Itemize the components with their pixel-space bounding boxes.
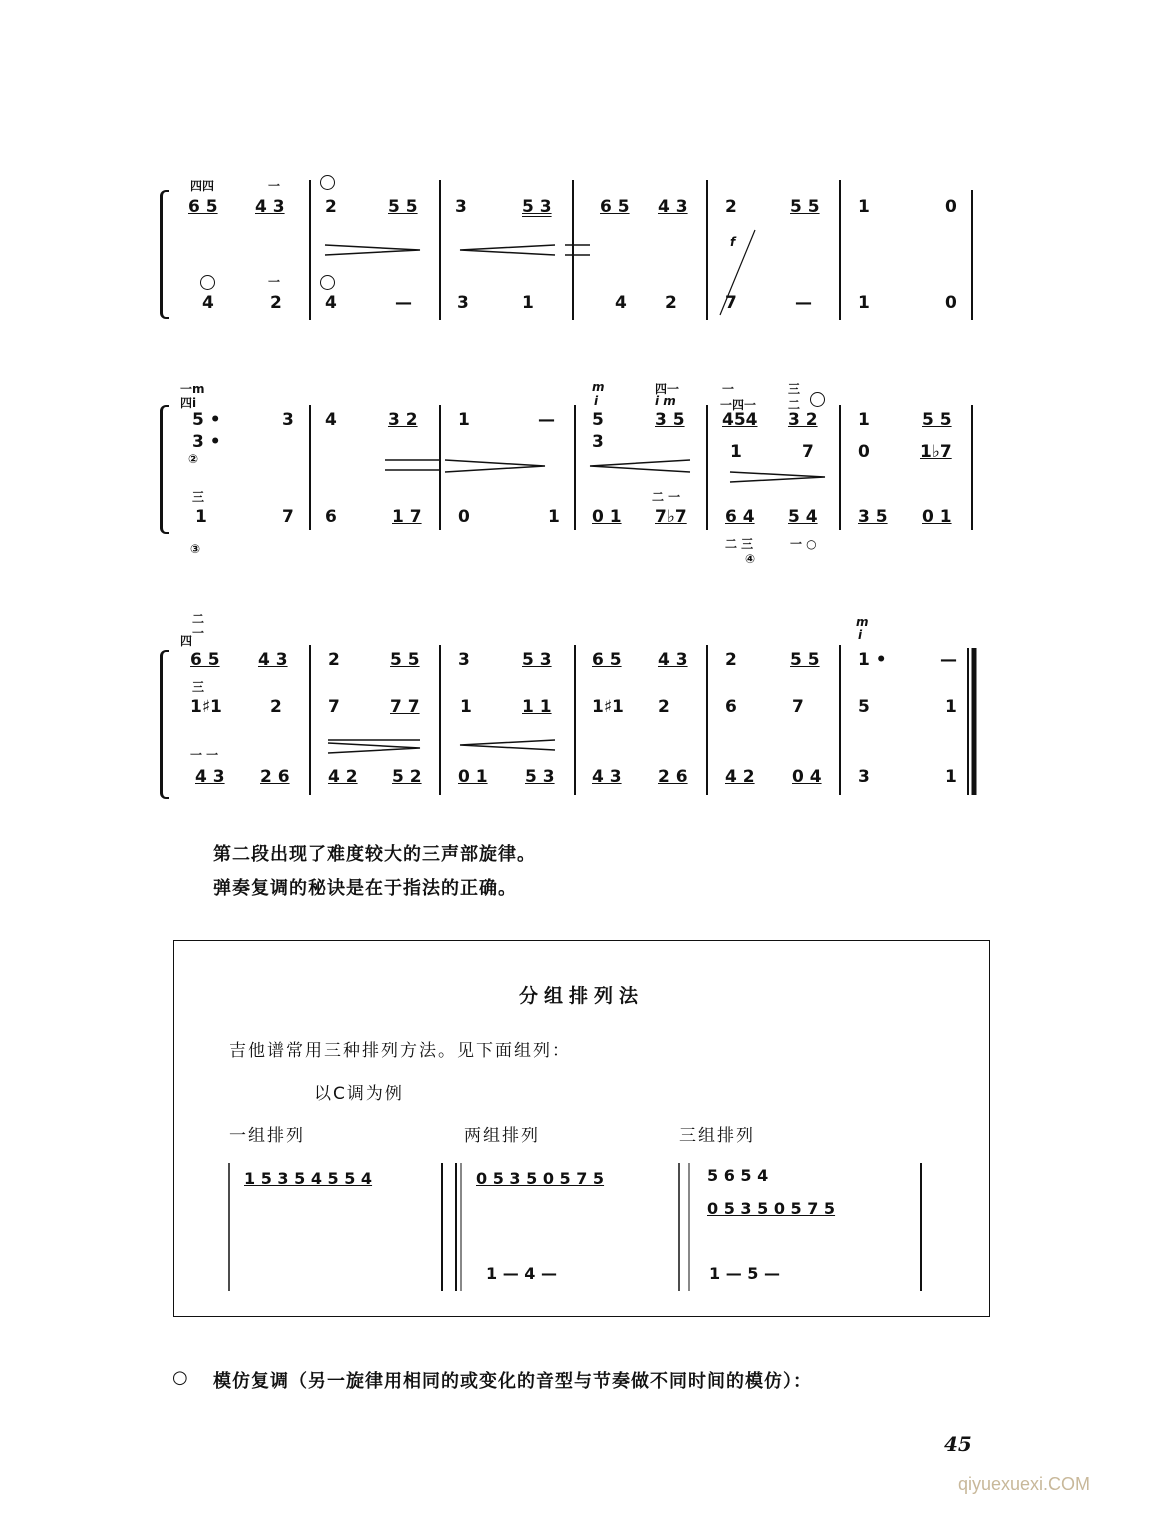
note: 5 5 [390, 650, 420, 670]
note: 5 [592, 410, 604, 430]
group3-top-notes: 5 6 5 4 [707, 1166, 769, 1185]
note: — [538, 410, 555, 430]
note: 1 7 [392, 507, 422, 527]
note: 4 2 [725, 767, 755, 787]
note: 3 [458, 650, 470, 670]
crescendo-wedges [160, 610, 980, 800]
group3-bottom-notes: 1 — 5 — [709, 1264, 780, 1283]
note: 6 5 [190, 650, 220, 670]
score-system-1 [160, 175, 980, 325]
note: 5 5 [790, 197, 820, 217]
crescendo-wedges [160, 380, 980, 570]
paragraph-line-1: 第二段出现了难度较大的三声部旋律。 [213, 844, 536, 865]
grouping-staff-lines [174, 941, 989, 1316]
dynamic-mark: f [730, 235, 736, 249]
box-example: 以C调为例 [314, 1084, 404, 1104]
fingering-mark: 四一 [655, 382, 680, 396]
note: 5 3 [522, 197, 552, 217]
group2-top-notes: 0 5 3 5 0 5 7 5 [476, 1169, 605, 1188]
note: 1 [858, 197, 870, 217]
note: 7♭7 [655, 507, 687, 527]
note: 1 [460, 697, 472, 717]
note: 2 [725, 197, 737, 217]
note: 2 6 [260, 767, 290, 787]
fingering-mark: 一 [722, 382, 735, 396]
note: 5 5 [388, 197, 418, 217]
group-label-3: 三组排列 [679, 1126, 755, 1146]
note: 4 [615, 293, 627, 313]
fingering-mark: m [856, 615, 869, 629]
fingering-mark: 一 [268, 179, 281, 193]
note: — [395, 293, 412, 313]
score-system-2 [160, 380, 980, 570]
fingering-mark: 二 三 [725, 537, 754, 551]
note: 3 [282, 410, 294, 430]
note: 0 1 [592, 507, 622, 527]
note: 6 5 [600, 197, 630, 217]
note: 4 3 [258, 650, 288, 670]
note: 4 3 [658, 650, 688, 670]
note: 7 [725, 293, 737, 313]
bullet-circle: ○ [172, 1367, 189, 1388]
note: 5 2 [392, 767, 422, 787]
note: 3 2 [388, 410, 418, 430]
note: 3 [457, 293, 469, 313]
note: 4 [202, 293, 214, 313]
note: 5 [858, 697, 870, 717]
note: 0 1 [458, 767, 488, 787]
note: 5 4 [788, 507, 818, 527]
note: 6 5 [188, 197, 218, 217]
note: 1♭7 [920, 442, 952, 462]
note: 5 5 [790, 650, 820, 670]
note: 4 2 [328, 767, 358, 787]
note: 4 3 [658, 197, 688, 217]
note: 2 6 [658, 767, 688, 787]
fingering-mark: 一m [180, 382, 205, 396]
note: 1 [730, 442, 742, 462]
watermark: qiyuexuexi.COM [958, 1474, 1091, 1494]
note: — [795, 293, 812, 313]
note: 2 [325, 197, 337, 217]
note: 6 5 [592, 650, 622, 670]
note: 4 3 [255, 197, 285, 217]
note: 0 [458, 507, 470, 527]
fingering-mark: 一 ○ [790, 537, 817, 551]
note: 1 1 [522, 697, 552, 717]
fingering-mark: ③ [190, 542, 201, 556]
note: 3 2 [788, 410, 818, 430]
note: 3 [858, 767, 870, 787]
note: 2 [658, 697, 670, 717]
note: — [940, 650, 957, 670]
note: 7 [282, 507, 294, 527]
note: 4 3 [592, 767, 622, 787]
note: 0 4 [792, 767, 822, 787]
note: 1♯1 [190, 697, 222, 717]
note: 1 [858, 293, 870, 313]
note: 2 [270, 697, 282, 717]
fingering-mark: 三 [788, 382, 801, 396]
note: 3 5 [858, 507, 888, 527]
fingering-mark: i m [655, 394, 676, 408]
note: 3 [592, 432, 604, 452]
group-label-1: 一组排列 [229, 1126, 305, 1146]
note: 0 [945, 197, 957, 217]
note: 6 [725, 697, 737, 717]
fingering-mark: 四四 [190, 179, 215, 193]
note: 4 [325, 410, 337, 430]
score-system-3 [160, 610, 980, 800]
note: 5 5 [922, 410, 952, 430]
note: 6 4 [725, 507, 755, 527]
note: 4 [325, 293, 337, 313]
paragraph-line-2: 弹奏复调的秘诀是在于指法的正确。 [213, 878, 517, 899]
note: 2 [328, 650, 340, 670]
note: 2 [665, 293, 677, 313]
grouping-method-box [173, 940, 990, 1317]
note: 1 • [858, 650, 887, 670]
note: 0 [945, 293, 957, 313]
note: 1 [548, 507, 560, 527]
note: 1♯1 [592, 697, 624, 717]
note: 7 [328, 697, 340, 717]
note: 4 3 [195, 767, 225, 787]
note: 0 1 [922, 507, 952, 527]
note: 5 3 [522, 650, 552, 670]
note: 1 [945, 767, 957, 787]
note: 3 [455, 197, 467, 217]
fingering-mark: 三 [192, 680, 205, 694]
fingering-mark: m [592, 380, 605, 394]
fingering-mark: 一 [192, 626, 205, 640]
note: 3 • [192, 432, 221, 452]
note: 1 [945, 697, 957, 717]
fingering-mark: 一 一 [190, 748, 219, 762]
crescendo-wedges [160, 175, 980, 325]
note: 1 [522, 293, 534, 313]
fingering-mark: i [594, 394, 599, 408]
box-intro: 吉他谱常用三种排列方法。见下面组列： [229, 1041, 571, 1061]
note: 3 5 [655, 410, 685, 430]
fingering-mark: i [858, 628, 863, 642]
fingering-mark: 二 [788, 398, 801, 412]
fingering-mark: 一四一 [720, 398, 757, 412]
note: 2 [270, 293, 282, 313]
note: 0 [858, 442, 870, 462]
fingering-mark: 二 一 [652, 490, 681, 504]
page-number: 45 [944, 1432, 972, 1456]
note: 7 7 [390, 697, 420, 717]
group1-notes: 1 5 3 5 4 5 5 4 [244, 1169, 373, 1188]
note: 1 [858, 410, 870, 430]
note: 454 [722, 410, 758, 430]
box-title: 分组排列法 [518, 985, 644, 1007]
fingering-mark: 四 [180, 634, 193, 648]
note: 2 [725, 650, 737, 670]
fingering-mark: 四i [180, 396, 197, 410]
fingering-mark: 三 [192, 490, 205, 504]
imitation-heading: 模仿复调（另一旋律用相同的或变化的音型与节奏做不同时间的模仿）： [213, 1371, 812, 1392]
group2-bottom-notes: 1 — 4 — [486, 1264, 557, 1283]
note: 5 • [192, 410, 221, 430]
fingering-mark: 二 [192, 612, 205, 626]
note: 6 [325, 507, 337, 527]
note: 7 [802, 442, 814, 462]
note: 7 [792, 697, 804, 717]
note: 5 3 [525, 767, 555, 787]
fingering-mark: 一 [268, 275, 281, 289]
note: 1 [195, 507, 207, 527]
group3-mid-notes: 0 5 3 5 0 5 7 5 [707, 1199, 836, 1218]
note: 1 [458, 410, 470, 430]
group-label-2: 两组排列 [464, 1126, 540, 1146]
fingering-mark: ② [188, 452, 199, 466]
fingering-mark: ④ [745, 552, 756, 566]
